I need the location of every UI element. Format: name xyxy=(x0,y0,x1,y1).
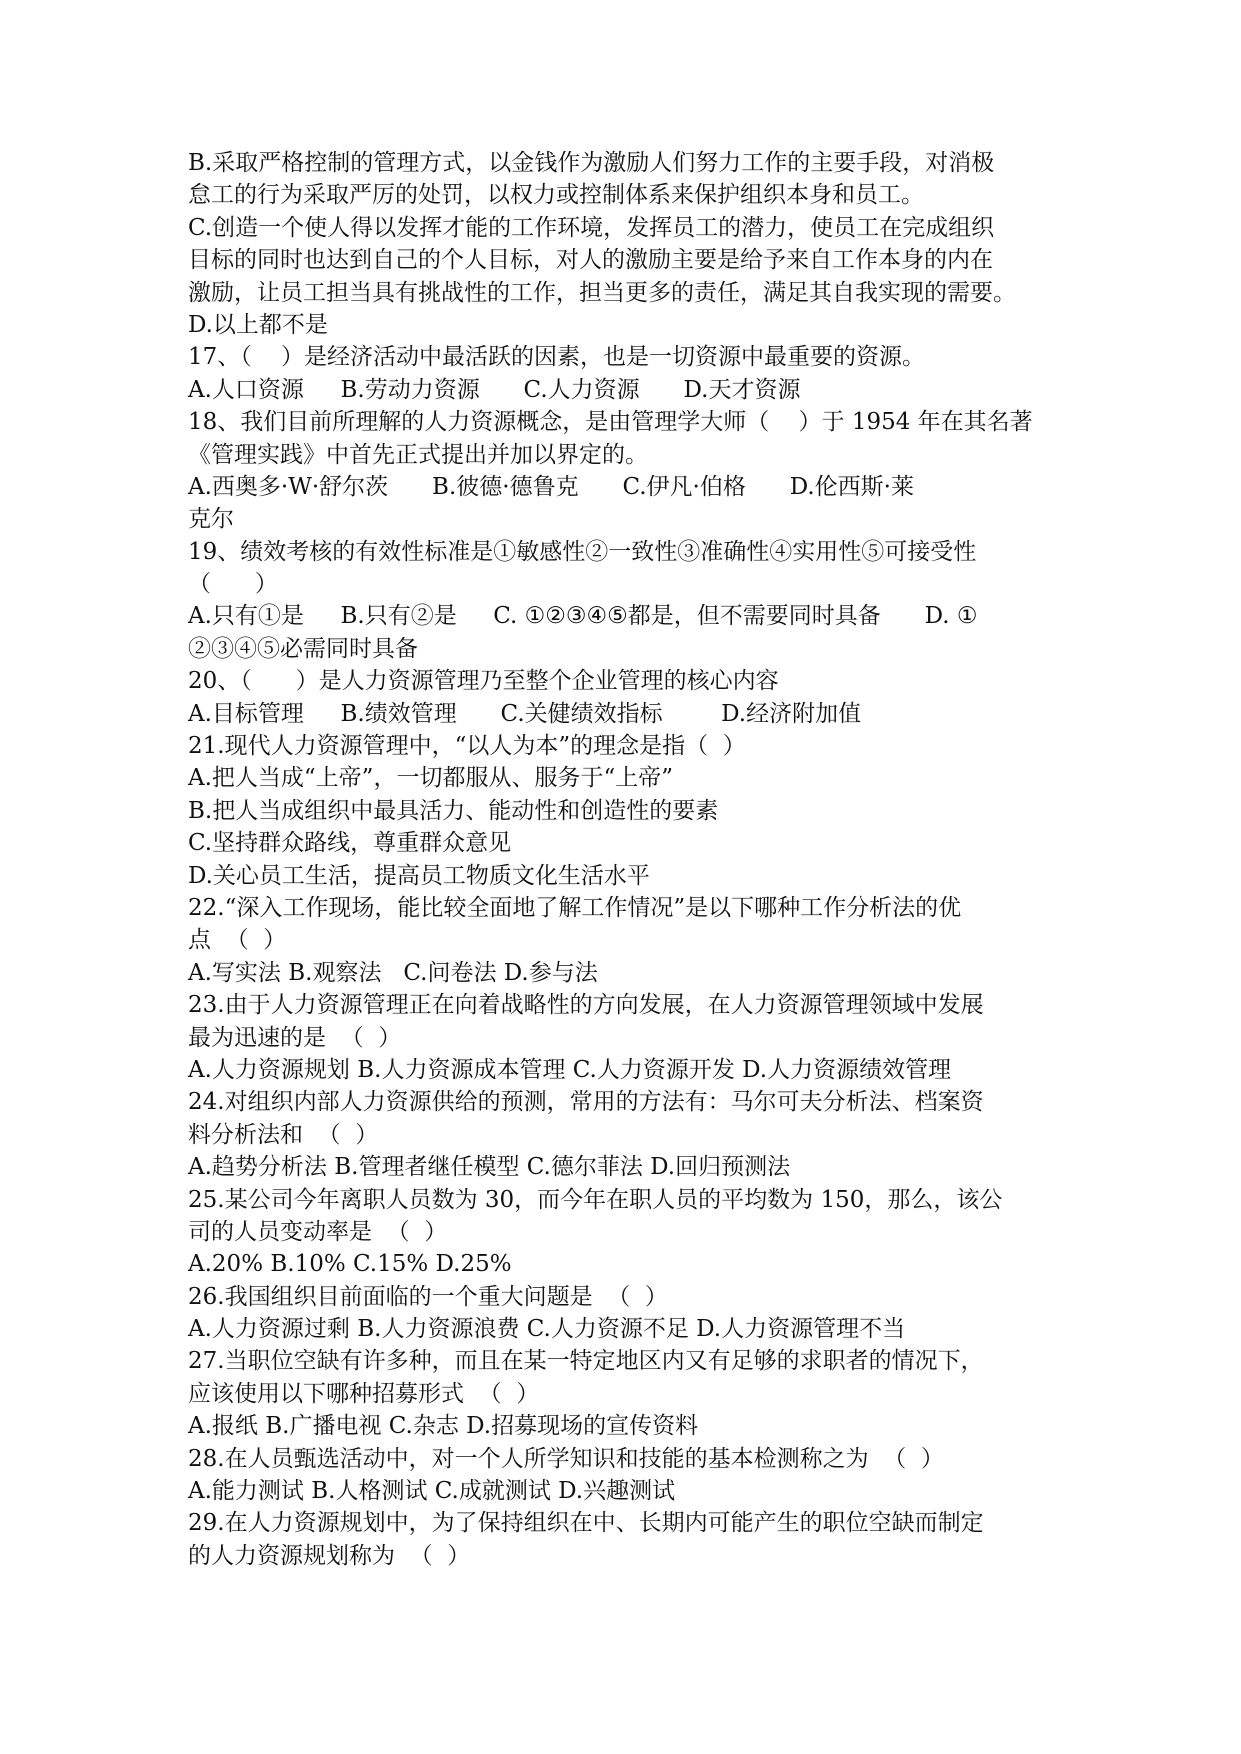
options-19: A.只有①是 B.只有②是 C. ①②③④⑤都是，但不需要同时具备 D. ① xyxy=(188,603,978,630)
text-line: 怠工的行为采取严厉的处罚，以权力或控制体系来保护组织本身和员工。 xyxy=(188,182,924,209)
question-25: 25.某公司今年离职人员数为 30，而今年在职人员的平均数为 150，那么，该公 xyxy=(188,1186,1003,1213)
text-line: 激励，让员工担当具有挑战性的工作，担当更多的责任，满足其自我实现的需要。 xyxy=(188,279,1016,306)
text-line: 最为迅速的是 （ ） xyxy=(188,1024,402,1051)
options-20: A.目标管理 B.绩效管理 C.关健绩效指标 D.经济附加值 xyxy=(188,700,862,727)
text-line: 料分析法和 （ ） xyxy=(188,1121,379,1148)
text-line: 克尔 xyxy=(188,506,234,533)
options-28: A.能力测试 B.人格测试 C.成就测试 D.兴趣测试 xyxy=(188,1478,676,1505)
text-line: ②③④⑤必需同时具备 xyxy=(188,635,418,662)
document-page xyxy=(188,147,1058,1572)
question-17: 17、（ ）是经济活动中最活跃的因素，也是一切资源中最重要的资源。 xyxy=(188,344,926,371)
options-27: A.报纸 B.广播电视 C.杂志 D.招募现场的宣传资料 xyxy=(188,1413,699,1440)
option-line: D.关心员工生活，提高员工物质文化生活水平 xyxy=(188,862,650,889)
text-line: 点 （ ） xyxy=(188,927,287,954)
question-28: 28.在人员甄选活动中，对一个人所学知识和技能的基本检测称之为 （ ） xyxy=(188,1445,944,1472)
question-20: 20、（ ）是人力资源管理乃至整个企业管理的核心内容 xyxy=(188,668,779,695)
options-25: A.20% B.10% C.15% D.25% xyxy=(188,1251,512,1278)
options-17: A.人口资源 B.劳动力资源 C.人力资源 D.天才资源 xyxy=(188,376,801,403)
text-line: 目标的同时也达到自己的个人目标，对人的激励主要是给予来自工作本身的内在 xyxy=(188,247,993,274)
question-27: 27.当职位空缺有许多种，而且在某一特定地区内又有足够的求职者的情况下， xyxy=(188,1348,984,1375)
question-24: 24.对组织内部人力资源供给的预测，常用的方法有：马尔可夫分析法、档案资 xyxy=(188,1089,984,1116)
question-18: 18、我们目前所理解的人力资源概念，是由管理学大师（ ）于 1954 年在其名著 xyxy=(188,409,1033,436)
option-line: B.把人当成组织中最具活力、能动性和创造性的要素 xyxy=(188,797,719,824)
question-19: 19、绩效考核的有效性标准是①敏感性②一致性③准确性④实用性⑤可接受性 xyxy=(188,538,977,565)
text-line: （ ） xyxy=(188,571,278,598)
option-line: C.坚持群众路线，尊重群众意见 xyxy=(188,830,512,857)
question-26: 26.我国组织目前面临的一个重大问题是 （ ） xyxy=(188,1283,668,1310)
option-line: A.把人当成“上帝”，一切都服从、服务于“上帝” xyxy=(188,765,673,792)
text-line: 应该使用以下哪种招募形式 （ ） xyxy=(188,1380,540,1407)
text-line: 《管理实践》中首先正式提出并加以界定的。 xyxy=(188,441,648,468)
options-18: A.西奥多·W·舒尔茨 B.彼德·德鲁克 C.伊凡·伯格 D.伦西斯·莱 xyxy=(188,473,914,500)
text-line: C.创造一个使人得以发挥才能的工作环境，发挥员工的潜力，使员工在完成组织 xyxy=(188,214,995,241)
options-26: A.人力资源过剩 B.人力资源浪费 C.人力资源不足 D.人力资源管理不当 xyxy=(188,1316,906,1343)
question-21: 21.现代人力资源管理中，“以人为本”的理念是指（ ） xyxy=(188,733,746,760)
text-line: D.以上都不是 xyxy=(188,311,328,338)
question-22: 22.“深入工作现场，能比较全面地了解工作情况”是以下哪种工作分析法的优 xyxy=(188,894,962,921)
text-line: B.采取严格控制的管理方式，以金钱作为激励人们努力工作的主要手段，对消极 xyxy=(188,150,995,176)
text-line: 的人力资源规划称为 （ ） xyxy=(188,1542,471,1569)
options-24: A.趋势分析法 B.管理者继任模型 C.德尔菲法 D.回归预测法 xyxy=(188,1154,791,1181)
question-29: 29.在人力资源规划中，为了保持组织在中、长期内可能产生的职位空缺而制定 xyxy=(188,1510,984,1537)
options-23: A.人力资源规划 B.人力资源成本管理 C.人力资源开发 D.人力资源绩效管理 xyxy=(188,1056,952,1083)
text-line: 司的人员变动率是 （ ） xyxy=(188,1218,448,1245)
options-22: A.写实法 B.观察法 C.问卷法 D.参与法 xyxy=(188,959,598,986)
question-23: 23.由于人力资源管理正在向着战略性的方向发展，在人力资源管理领域中发展 xyxy=(188,992,984,1019)
